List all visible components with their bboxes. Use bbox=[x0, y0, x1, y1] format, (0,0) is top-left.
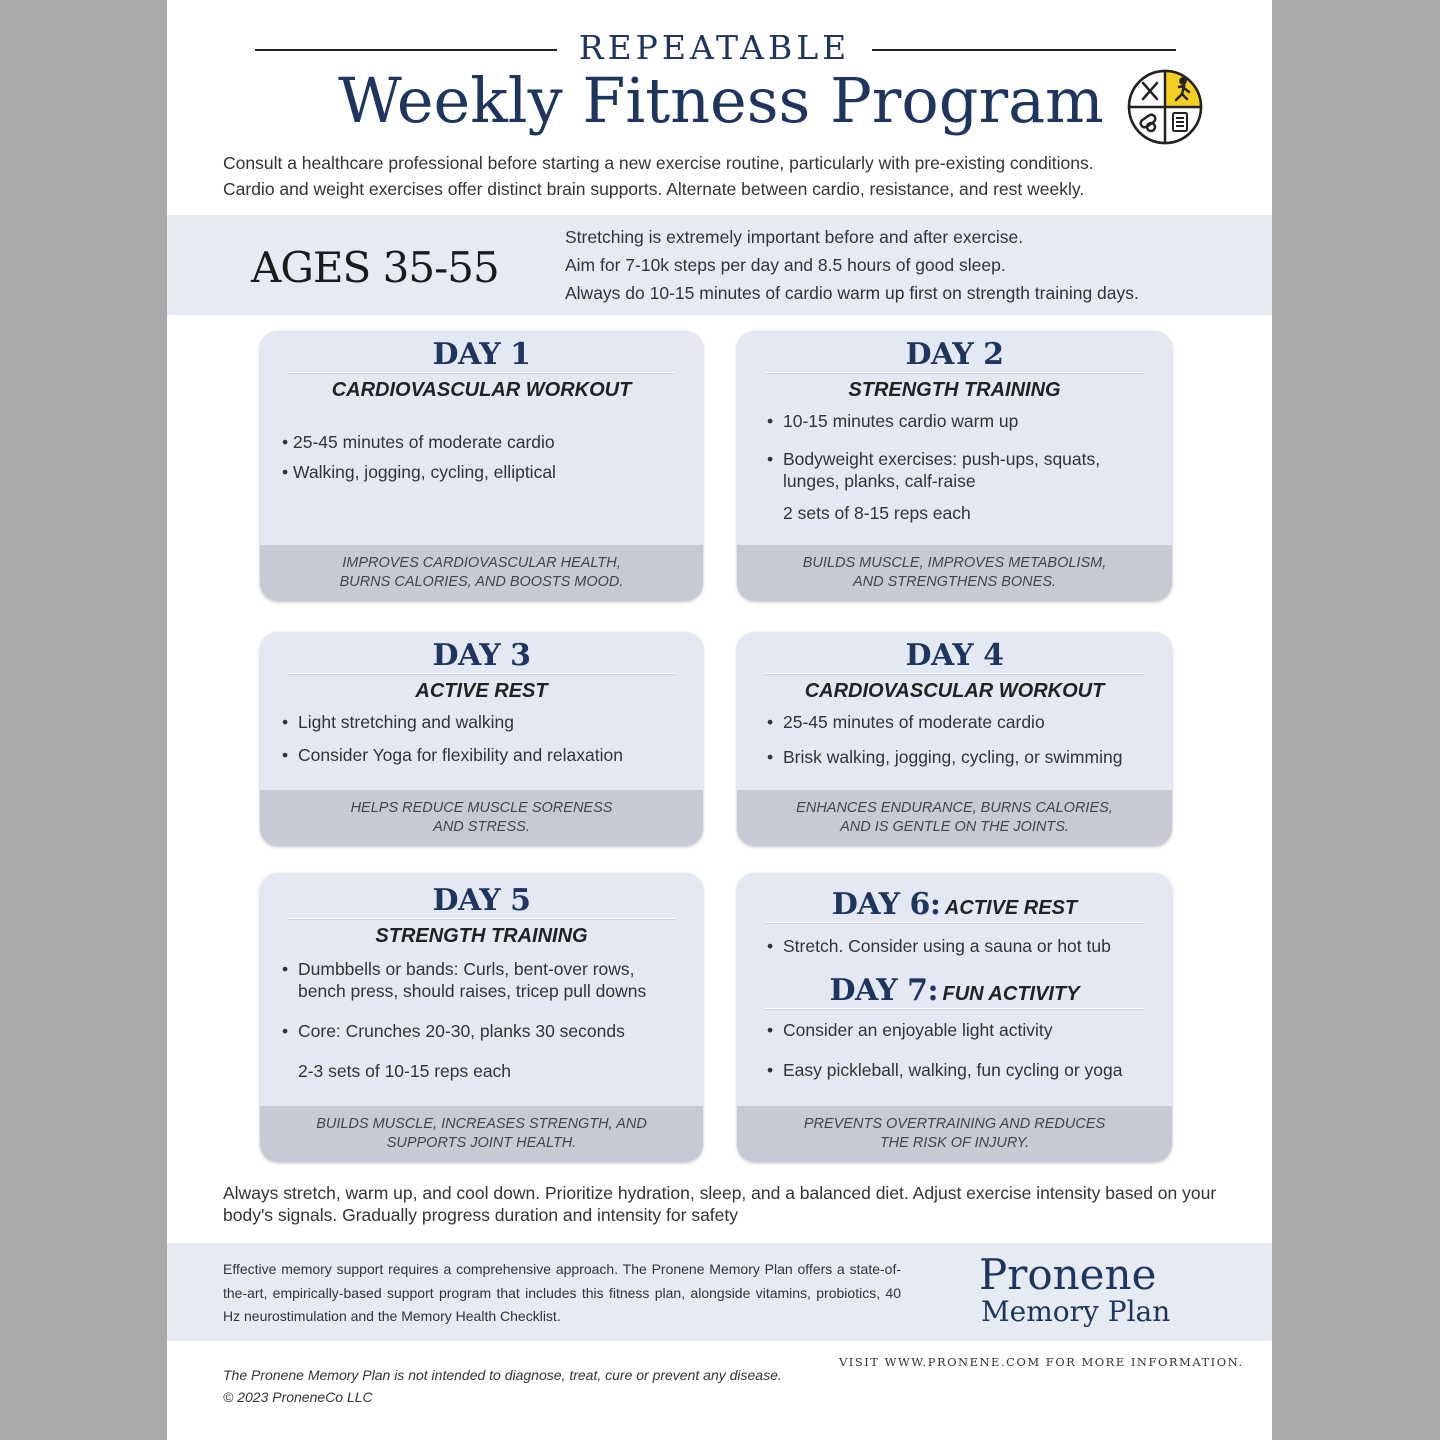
ages-note: Stretching is extremely important before and after exercise. bbox=[565, 227, 1024, 247]
list-item: 2-3 sets of 10-15 reps each bbox=[298, 1061, 512, 1081]
list-item: • Dumbbells or bands: Curls, bent-over rows, bench press, should raises, tricep pull downs bbox=[298, 958, 683, 1002]
disclaimer-line: The Pronene Memory Plan is not intended to diagnose, treat, cure or prevent any disease. bbox=[223, 1367, 782, 1383]
day-title: DAY 5 bbox=[432, 883, 531, 918]
benefit-line: AND STRESS. bbox=[433, 819, 530, 835]
day-title: DAY 7: bbox=[829, 973, 939, 1008]
day-2-card bbox=[737, 331, 1172, 601]
benefit-footer bbox=[260, 1106, 703, 1162]
header-kicker: REPEATABLE bbox=[578, 28, 851, 67]
day-4-card bbox=[737, 632, 1172, 846]
fitness-program-page bbox=[167, 0, 1272, 1440]
benefit-line: THE RISK OF INJURY. bbox=[879, 1135, 1030, 1151]
benefit-footer bbox=[260, 545, 703, 601]
benefit-line: HELPS REDUCE MUSCLE SORENESS bbox=[350, 800, 613, 816]
page-title: Weekly Fitness Program bbox=[338, 64, 1104, 137]
benefit-line: BUILDS MUSCLE, INCREASES STRENGTH, AND bbox=[316, 1116, 647, 1132]
list-item: • Easy pickleball, walking, fun cycling or yoga bbox=[783, 1059, 1158, 1081]
day-subtitle: CARDIOVASCULAR WORKOUT bbox=[804, 680, 1105, 702]
ages-notes bbox=[565, 223, 1139, 307]
day-6-heading bbox=[737, 887, 1172, 922]
day-3-card bbox=[260, 632, 703, 846]
day-7-heading bbox=[737, 973, 1172, 1008]
ages-label: AGES 35-55 bbox=[251, 243, 499, 292]
day-subtitle: STRENGTH TRAINING bbox=[375, 925, 588, 947]
list-item: • Core: Crunches 20-30, planks 30 seconds bbox=[298, 1020, 683, 1042]
day-subtitle: ACTIVE REST bbox=[415, 680, 548, 702]
list-item: • 25-45 minutes of moderate cardio bbox=[783, 711, 1158, 733]
visit-website: VISIT WWW.PRONENE.COM FOR MORE INFORMATION. bbox=[839, 1355, 1244, 1369]
benefit-line: PREVENTS OVERTRAINING AND REDUCES bbox=[803, 1116, 1106, 1132]
intro-line-1: Consult a healthcare professional before starting a new exercise routine, particularly with pre-existing conditions. bbox=[223, 153, 1094, 173]
benefit-line: IMPROVES CARDIOVASCULAR HEALTH, bbox=[342, 555, 621, 571]
day-title: DAY 6: bbox=[831, 887, 941, 922]
list-item: • Light stretching and walking bbox=[298, 711, 683, 733]
header-rule-left bbox=[255, 49, 557, 51]
card-divider bbox=[765, 1008, 1144, 1009]
day-title: DAY 1 bbox=[432, 337, 531, 372]
benefit-line: SUPPORTS JOINT HEALTH. bbox=[386, 1135, 577, 1151]
ages-note: Aim for 7-10k steps per day and 8.5 hours of good sleep. bbox=[565, 255, 1006, 275]
day-title: DAY 2 bbox=[905, 337, 1004, 372]
benefit-line: BUILDS MUSCLE, IMPROVES METABOLISM, bbox=[802, 555, 1107, 571]
benefit-footer bbox=[737, 545, 1172, 601]
list-item: • 25-45 minutes of moderate cardio bbox=[282, 432, 555, 452]
day-subtitle: STRENGTH TRAINING bbox=[848, 379, 1061, 401]
brand-logo-name: Pronene bbox=[979, 1250, 1157, 1299]
brand-description: Effective memory support requires a comprehensive approach. The Pronene Memory Plan offers a state-of-the-art, empirically-based support program that includes this fitness plan, alongside vitamins, probiotics, 40 Hz neurostimulation and the Memory Health Checklist. bbox=[223, 1261, 901, 1324]
card-divider bbox=[288, 918, 675, 919]
list-item: • Brisk walking, jogging, cycling, or swimming bbox=[783, 746, 1158, 768]
card-divider bbox=[288, 673, 675, 674]
day-title: DAY 3 bbox=[432, 638, 531, 673]
day-subtitle: ACTIVE REST bbox=[944, 897, 1078, 919]
day-subtitle: FUN ACTIVITY bbox=[942, 983, 1080, 1005]
benefit-line: AND IS GENTLE ON THE JOINTS. bbox=[840, 819, 1069, 835]
list-item: • Consider Yoga for flexibility and relaxation bbox=[298, 744, 683, 766]
brand-logo-plan: Memory Plan bbox=[981, 1295, 1171, 1328]
pronene-quadrant-logo bbox=[1127, 69, 1203, 145]
day-1-card bbox=[260, 331, 703, 601]
day-subtitle: CARDIOVASCULAR WORKOUT bbox=[331, 379, 632, 401]
intro-line-2: Cardio and weight exercises offer distinct brain supports. Alternate between cardio, resistance, and rest weekly. bbox=[223, 179, 1085, 199]
list-item: • Consider an enjoyable light activity bbox=[783, 1019, 1158, 1041]
day-5-card bbox=[260, 873, 703, 1162]
benefit-line: BURNS CALORIES, AND BOOSTS MOOD. bbox=[339, 574, 624, 590]
card-divider bbox=[765, 673, 1144, 674]
closing-advice: Always stretch, warm up, and cool down. Prioritize hydration, sleep, and a balanced diet. Adjust exercise intensity based on your body's signals. Gradually progress duration and intensity for safety bbox=[223, 1183, 1217, 1225]
card-divider bbox=[765, 372, 1144, 373]
list-item: • Stretch. Consider using a sauna or hot tub bbox=[783, 935, 1158, 957]
ages-note: Always do 10-15 minutes of cardio warm up first on strength training days. bbox=[565, 283, 1139, 303]
intro-text bbox=[223, 150, 1223, 202]
list-item: • Bodyweight exercises: push-ups, squats, lunges, planks, calf-raise bbox=[783, 448, 1152, 492]
list-item: • 10-15 minutes cardio warm up bbox=[783, 410, 1152, 432]
day-6-7-card bbox=[737, 873, 1172, 1162]
list-item: 2 sets of 8-15 reps each bbox=[783, 503, 971, 523]
card-divider bbox=[765, 922, 1144, 923]
benefit-footer bbox=[737, 1106, 1172, 1162]
benefit-line: ENHANCES ENDURANCE, BURNS CALORIES, bbox=[796, 800, 1113, 816]
copyright: © 2023 ProneneCo LLC bbox=[223, 1389, 373, 1405]
disclaimer bbox=[223, 1364, 782, 1408]
list-item: • Walking, jogging, cycling, elliptical bbox=[282, 462, 556, 482]
header-rule-right bbox=[872, 49, 1176, 51]
benefit-line: AND STRENGTHENS BONES. bbox=[852, 574, 1057, 590]
benefit-footer bbox=[737, 790, 1172, 846]
day-title: DAY 4 bbox=[905, 638, 1004, 673]
card-divider bbox=[288, 372, 675, 373]
benefit-footer bbox=[260, 790, 703, 846]
